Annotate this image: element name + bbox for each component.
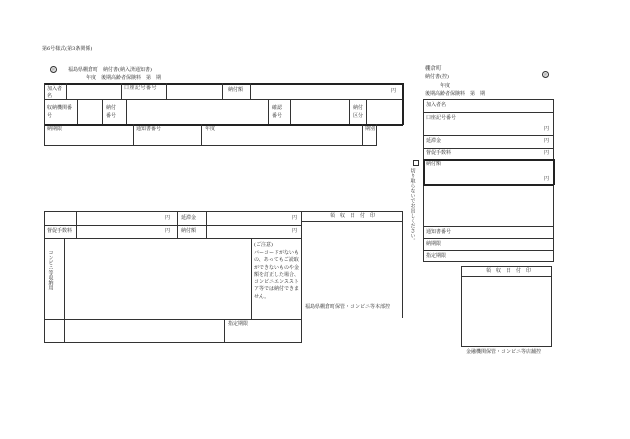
side-notice-number-label: 通知書番号 [426, 229, 452, 235]
bottom-yen-3: 円 [165, 228, 171, 234]
side-receipt-stamp-box [461, 266, 552, 347]
side-yen-4: 円 [544, 176, 550, 182]
side-receipt-title: 納付書(控) [425, 74, 449, 80]
side-insurance-line: 後期高齢者保険料 第 期 [425, 91, 486, 97]
period-label: 期別 [365, 126, 376, 132]
confirm-number-label: 確認番号 [272, 105, 283, 119]
side-receipt-stamp-label: 領 収 日 付 印 [486, 268, 532, 274]
bottom-amount-label: 納付額 [181, 228, 197, 234]
bottom-yen-1: 円 [165, 215, 171, 221]
bottom-yen-4: 円 [292, 228, 298, 234]
side-reminder-fee-label: 督促手数料 [426, 150, 452, 156]
year-line: 年度 後期高齢者保険料 第 期 [86, 75, 162, 81]
tear-mark [413, 160, 419, 166]
account-number-label: 口座記号番号 [124, 85, 158, 91]
side-yen-1: 円 [544, 126, 550, 132]
amount-yen: 円 [391, 88, 397, 94]
caution-body: バーコードがないもの、あってもご読取ができないものや金額を訂正した場合、コンビニエンスストア等では納付できません。 [254, 250, 300, 300]
reminder-fee-label: 督促手数料 [47, 228, 73, 234]
notice-number-label: 通知書番号 [136, 126, 162, 132]
tear-note: 切り取らないでお出しください。 [409, 168, 416, 243]
caution-title: (ご注意) [254, 242, 273, 248]
footer-note: 福島県棚倉町保管・コンビニ等本部控 [305, 304, 391, 310]
side-late-fee-label: 延滞金 [426, 138, 442, 144]
payer-name-label: 加入者名 [47, 86, 63, 99]
side-footer-note: 金融機関保管・コンビニ等店舗控 [466, 349, 542, 355]
side-payer-name-label: 加入者名 [426, 102, 447, 108]
side-year: 年度 [440, 83, 451, 89]
convenience-stamp-label: コンビニ等収納用 [47, 250, 54, 290]
designated-date-label: 指定期限 [228, 321, 249, 327]
issuer-line: 福島県棚倉町 納付書(納入済通知書) [68, 67, 152, 73]
side-yen-3: 円 [544, 150, 550, 156]
side-account-number-label: 口座記号番号 [426, 115, 457, 121]
due-date-label: 納期限 [47, 126, 63, 132]
form-number: 第6号様式(第3条関係) [42, 46, 93, 52]
bottom-yen-2: 円 [292, 215, 298, 221]
side-yen-2: 円 [544, 138, 550, 144]
payment-number-label: 納付番号 [106, 105, 117, 119]
side-town: 棚倉町 [425, 66, 442, 72]
late-fee-label: 延滞金 [181, 215, 197, 221]
seal-mark: ㊞ [51, 67, 56, 72]
receipt-stamp-label: 領 収 日 付 印 [330, 213, 376, 219]
side-seal-mark: ㊞ [543, 72, 548, 77]
side-designated-date-label: 指定期限 [426, 253, 447, 259]
institution-number-label: 収納機関番号 [47, 105, 73, 119]
amount-paid-label: 納付額 [228, 87, 244, 93]
side-due-date-label: 納期限 [426, 241, 442, 247]
payment-category-label: 納付区分 [353, 105, 364, 119]
fiscal-year-label: 年度 [205, 126, 216, 132]
side-amount-label: 納付額 [426, 161, 442, 167]
